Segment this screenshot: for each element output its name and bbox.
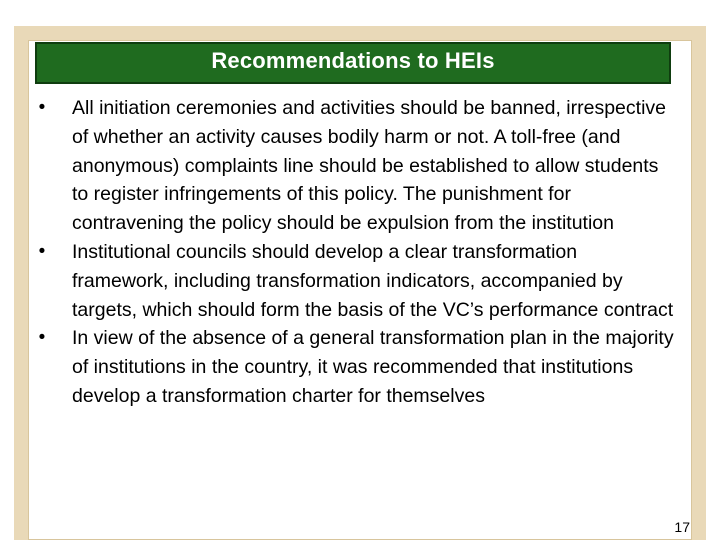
bullet-icon: • — [38, 327, 46, 349]
title-bar — [35, 42, 671, 84]
bullet-item — [34, 238, 674, 324]
bullet-text: Institutional councils should develop a clear transformation framework, including transformation indicators, accompanied by targets, which should form the basis of the VC’s performance contract — [72, 240, 674, 321]
bullet-text: In view of the absence of a general transformation plan in the majority of institutions in the country, it was recommended that institutions develop a transformation charter for themselves — [72, 327, 674, 407]
page-number: 17 — [674, 519, 690, 535]
slide-content — [34, 94, 674, 411]
bullet-item — [34, 324, 674, 410]
bullet-icon: • — [38, 97, 46, 118]
slide-title: Recommendations to HEIs — [211, 48, 495, 73]
bullet-list — [34, 94, 674, 411]
bullet-text: All initiation ceremonies and activities should be banned, irrespective of whether an activity causes bodily harm or not. A toll-free (and anonymous) complaints line should be established to allow students to register infringements of this policy. The punishment for contravening the policy should be expulsion from the institution — [72, 97, 666, 235]
bullet-item — [34, 94, 674, 238]
bullet-icon: • — [38, 240, 46, 262]
